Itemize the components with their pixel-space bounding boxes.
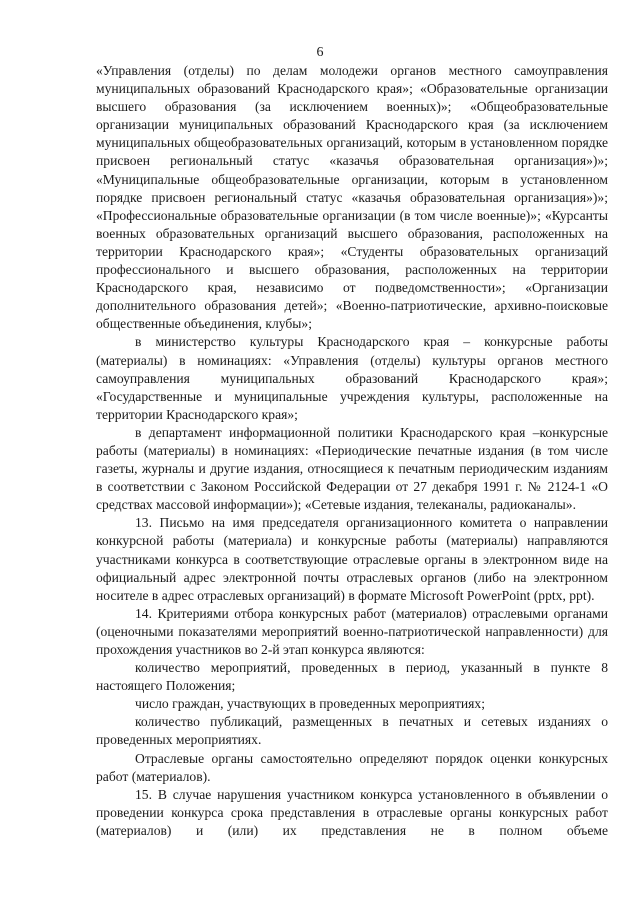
criterion-publications-count: количество публикаций, размещенных в печатных и сетевых изданиях о проведенных мероприятиях. (96, 714, 608, 748)
paragraph-clause-15: 15. В случае нарушения участником конкурса установленного в объявлении о проведении конкурса срока представления в отраслевые органы конкурсных работ (материалов) и (или) их представления не в полном объеме (96, 786, 608, 838)
paragraph-ministry-of-culture: в министерство культуры Краснодарского края – конкурсные работы (материалы) в номинациях: «Управления (отделы) культуры органов местного самоуправления муниципальных образований Краснодарского края»; «Государственные и муниципальные учреждения культуры, расположенные на территории Краснодарского края»; (96, 334, 608, 422)
criterion-events-count: количество мероприятий, проведенных в период, указанный в пункте 8 настоящего Положения; (96, 660, 608, 694)
paragraph-evaluation-procedure: Отраслевые органы самостоятельно определяют порядок оценки конкурсных работ (материалов). (96, 750, 608, 784)
paragraph-information-policy-department: в департамент информационной политики Краснодарского края –конкурсные работы (материалы) в номинациях: «Периодические печатные издания (в том числе газеты, журналы и другие издания, относящиеся к печатным периодическим изданиям в соответствии с Законом Российской Федерации от 27 декабря 1991 г. № 2124-1 «О средствах массовой информации»); «Сетевые издания, телеканалы, радиоканалы». (96, 424, 608, 513)
page-number: 6 (316, 45, 324, 60)
paragraph-nominations-list: «Управления (отделы) по делам молодежи органов местного самоуправления муниципальных образований Краснодарского края»; «Образовательные организации высшего образования (за исключением военных)»; «Общеобразовательные организации муниципальных образований Краснодарского края (за исключением муниципальных общеобразовательных организаций, которым в установленном порядке присвоен региональный статус «казачья образовательная организация»)»; «Муниципальные общеобразовательные организации, которым в установленном порядке присвоен региональный статус «казачья образовательная организация»)»; «Профессиональные образовательные организации (в том числе военные)»; «Курсанты военных образовательных организаций высшего образования, расположенных на территории Краснодарского края»; «Студенты образовательных организаций профессионального и высшего образования, расположенных на территории Краснодарского края, независимо от подведомственности»; «Организации дополнительного образования детей»; «Военно-патриотические, архивно-поисковые общественные объединения, клубы»; (96, 63, 608, 332)
document-body (96, 62, 608, 840)
criterion-participants-count: число граждан, участвующих в проведенных мероприятиях; (135, 696, 486, 712)
paragraph-clause-13: 13. Письмо на имя председателя организационного комитета о направлении конкурсной работы (материала) и конкурсные работы (материалы) направляются участниками конкурса в соответствующие отраслевые органы в электронном виде на официальный адрес электронной почты отраслевых органов (либо на электронном носителе в адрес отраслевых организаций) в формате Microsoft PowerPoint (pptx, ppt). (96, 515, 608, 603)
paragraph-clause-14: 14. Критериями отбора конкурсных работ (материалов) отраслевыми органами (оценочными показателями мероприятий военно-патриотической направленности) для прохождения участников во 2-й этап конкурса являются: (96, 605, 608, 657)
